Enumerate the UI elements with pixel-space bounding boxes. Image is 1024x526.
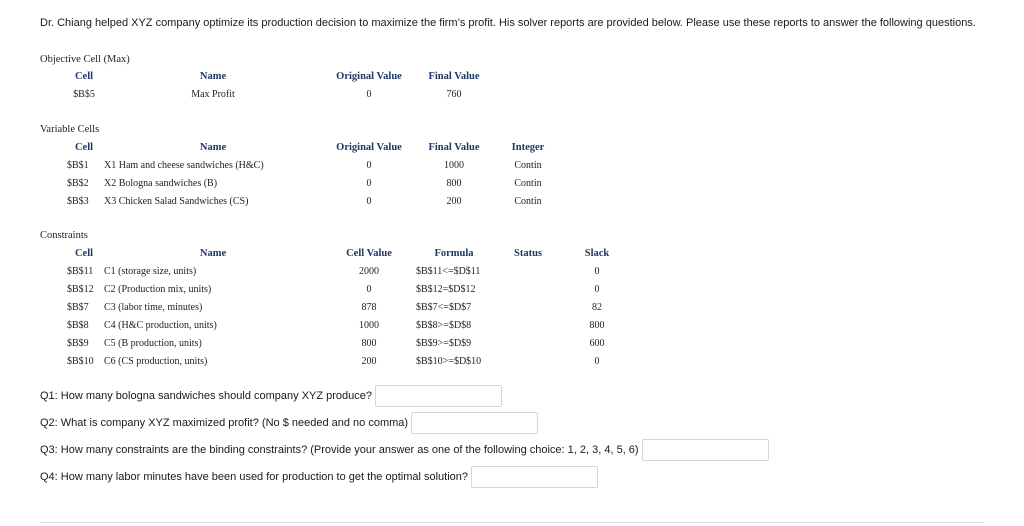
constraints-header-formula: Formula <box>434 248 474 259</box>
variable-integer: Contin <box>514 160 542 171</box>
constraint-name: C2 (Production mix, units) <box>104 284 212 295</box>
constraint-name: C3 (labor time, minutes) <box>104 302 203 313</box>
constraint-slack: 82 <box>592 302 602 313</box>
question-4 <box>40 466 598 488</box>
question-2 <box>40 412 538 434</box>
answer-input-q2[interactable] <box>411 412 538 434</box>
constraints-header-slack: Slack <box>584 248 610 259</box>
constraint-name: C4 (H&C production, units) <box>104 320 217 331</box>
constraint-value: 1000 <box>359 320 379 331</box>
constraint-value: 200 <box>361 356 377 367</box>
question-text: Q1: How many bologna sandwiches should company XYZ produce? <box>40 390 373 402</box>
variable-name: X2 Bologna sandwiches (B) <box>104 178 218 189</box>
constraint-slack: 0 <box>594 356 600 367</box>
variables-header-integer: Integer <box>511 142 545 153</box>
constraint-cell: $B$10 <box>67 356 94 367</box>
question-text: Q3: How many constraints are the binding constraints? (Provide your answer as one of the following choice: 1, 2, 3, 4, 5, 6) <box>40 444 639 456</box>
variables-header-name: Name <box>199 142 227 153</box>
answer-input-q1[interactable] <box>375 385 502 407</box>
constraint-slack: 0 <box>594 284 600 295</box>
answer-input-q3[interactable] <box>642 439 769 461</box>
constraints-header-cell: Cell <box>74 248 94 259</box>
objective-header-original: Original Value <box>336 71 402 82</box>
objective-section-title: Objective Cell (Max) <box>40 54 130 65</box>
constraint-formula: $B$11<=$D$11 <box>416 266 481 277</box>
constraints-section-title: Constraints <box>40 230 88 241</box>
question-1 <box>40 385 502 407</box>
objective-header-final: Final Value <box>428 71 480 82</box>
constraint-name: C6 (CS production, units) <box>104 356 208 367</box>
variable-final: 200 <box>446 196 462 207</box>
variable-cell: $B$3 <box>67 196 89 207</box>
variables-section-title: Variable Cells <box>40 124 100 135</box>
objective-cell: $B$5 <box>73 89 95 100</box>
constraint-formula: $B$10>=$D$10 <box>416 356 482 367</box>
intro-text: Dr. Chiang helped XYZ company optimize its production decision to maximize the firm’s profit. His solver reports are provided below. Please use these reports to answer the following questions. <box>40 17 976 29</box>
variable-name: X1 Ham and cheese sandwiches (H&C) <box>104 160 264 171</box>
divider <box>40 522 984 523</box>
objective-header-cell: Cell <box>74 71 94 82</box>
constraint-formula: $B$9>=$D$9 <box>416 338 472 349</box>
variables-header-original: Original Value <box>336 142 402 153</box>
constraint-slack: 0 <box>594 266 600 277</box>
variable-name: X3 Chicken Salad Sandwiches (CS) <box>104 196 249 207</box>
constraint-value: 2000 <box>359 266 379 277</box>
variable-integer: Contin <box>514 196 542 207</box>
objective-name: Max Profit <box>191 89 235 100</box>
variable-integer: Contin <box>514 178 542 189</box>
variable-original: 0 <box>366 178 372 189</box>
constraints-header-value: Cell Value <box>346 248 392 259</box>
constraint-name: C5 (B production, units) <box>104 338 202 349</box>
constraint-formula: $B$8>=$D$8 <box>416 320 472 331</box>
constraint-slack: 800 <box>589 320 605 331</box>
constraint-name: C1 (storage size, units) <box>104 266 197 277</box>
constraints-header-status: Status <box>513 248 543 259</box>
constraint-cell: $B$9 <box>67 338 89 349</box>
variable-cell: $B$1 <box>67 160 89 171</box>
question-text: Q2: What is company XYZ maximized profit? (No $ needed and no comma) <box>40 417 409 429</box>
constraint-cell: $B$8 <box>67 320 89 331</box>
objective-final: 760 <box>446 89 462 100</box>
variables-header-final: Final Value <box>428 142 480 153</box>
constraint-formula: $B$12=$D$12 <box>416 284 476 295</box>
answer-input-q4[interactable] <box>471 466 598 488</box>
constraint-cell: $B$12 <box>67 284 94 295</box>
question-text: Q4: How many labor minutes have been used for production to get the optimal solution? <box>40 471 469 483</box>
constraint-formula: $B$7<=$D$7 <box>416 302 472 313</box>
constraint-value: 800 <box>361 338 377 349</box>
variable-original: 0 <box>366 160 372 171</box>
constraint-value: 878 <box>361 302 377 313</box>
objective-header-name: Name <box>199 71 227 82</box>
variable-final: 800 <box>446 178 462 189</box>
variable-cell: $B$2 <box>67 178 89 189</box>
constraint-cell: $B$11 <box>67 266 94 277</box>
variables-header-cell: Cell <box>74 142 94 153</box>
constraint-value: 0 <box>366 284 372 295</box>
constraints-header-name: Name <box>199 248 227 259</box>
variable-final: 1000 <box>444 160 464 171</box>
question-3 <box>40 439 769 461</box>
constraint-cell: $B$7 <box>67 302 89 313</box>
objective-original: 0 <box>366 89 372 100</box>
variable-original: 0 <box>366 196 372 207</box>
constraint-slack: 600 <box>589 338 605 349</box>
